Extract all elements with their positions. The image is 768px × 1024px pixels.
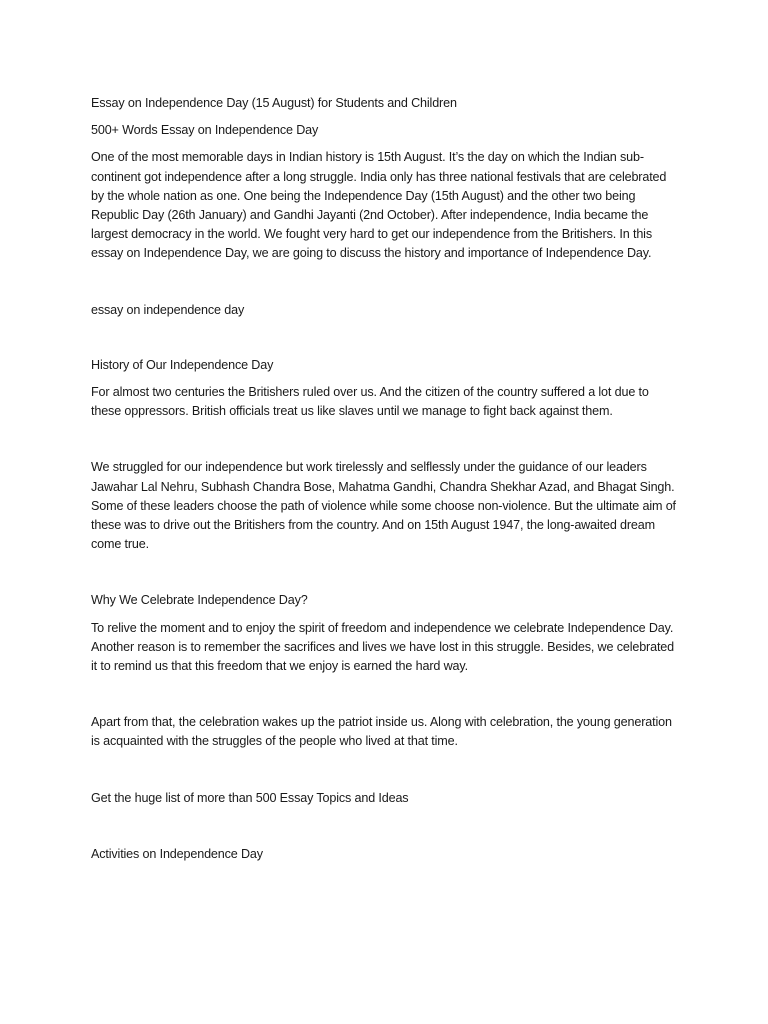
history-heading: History of Our Independence Day <box>91 357 274 372</box>
image-caption: essay on independence day <box>91 302 245 317</box>
activities-heading: Activities on Independence Day <box>91 846 263 861</box>
intro-paragraph: One of the most memorable days in Indian history is 15th August. It’s the day on which the Indian sub-continent got independence after a long struggle. India only has three national festivals that are celebrated by the whole nation as one. One being the Independence Day (15th August) and the other two being Republic Day (26th January) and Gandhi Jayanti (2nd October). After independence, India became the largest democracy in the world. We fought very hard to get our independence from the Britishers. In this essay on Independence Day, we are going to discuss the history and importance of Independence Day. <box>91 150 667 261</box>
why-heading: Why We Celebrate Independence Day? <box>91 593 308 608</box>
document-body <box>91 94 681 864</box>
history-paragraph-1: For almost two centuries the Britishers ruled over us. And the citizen of the country suffered a lot due to these oppressors. British officials treat us like slaves until we manage to fight back against them. <box>91 385 649 419</box>
document-title: Essay on Independence Day (15 August) for Students and Children <box>91 96 457 110</box>
history-paragraph-2: We struggled for our independence but work tirelessly and selflessly under the guidance of our leaders Jawahar Lal Nehru, Subhash Chandra Bose, Mahatma Gandhi, Chandra Shekhar Azad, and Bhagat Singh. Some of these leaders choose the path of violence while some choose non-violence. But the ultimate aim of these was to drive out the Britishers from the country. And on 15th August 1947, the long-awaited dream come true. <box>91 460 676 552</box>
why-paragraph-2: Apart from that, the celebration wakes up the patriot inside us. Along with celebration, the young generation is acquainted with the struggles of the people who lived at that time. <box>91 715 672 749</box>
why-paragraph-1: To relive the moment and to enjoy the spirit of freedom and independence we celebrate Independence Day. Another reason is to remember the sacrifices and lives we have lost in this struggle. Besides, we celebrated it to remind us that this freedom that we enjoy is earned the hard way. <box>91 620 674 674</box>
topics-link[interactable]: Get the huge list of more than 500 Essay Topics and Ideas <box>91 790 409 805</box>
document-subtitle: 500+ Words Essay on Independence Day <box>91 123 319 138</box>
